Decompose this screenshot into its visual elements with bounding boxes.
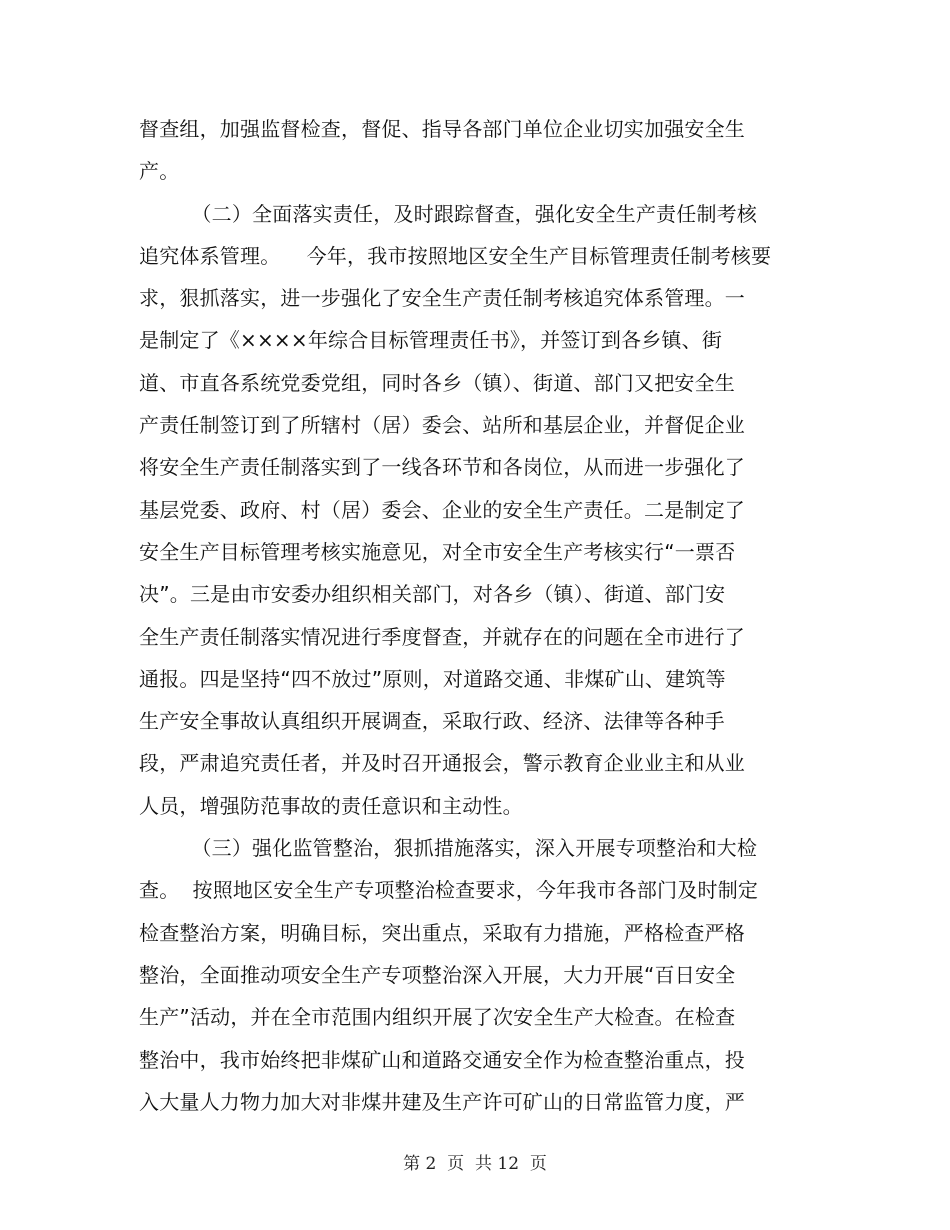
text-line: 人员，增强防范事故的责任意识和主动性。 [139,793,523,818]
text-line: 追究体系管理。 今年，我市按照地区安全生产目标管理责任制考核要 [139,243,772,268]
text-line: 全生产责任制落实情况进行季度督查，并就存在的问题在全市进行了 [139,624,745,649]
text-line: （三）强化监管整治，狠抓措施落实，深入开展专项整治和大检 [139,836,758,861]
text-line: 整治，全面推动项安全生产专项整治深入开展，大力开展“百日安全 [139,962,736,987]
text-line: 安全生产目标管理考核实施意见，对全市安全生产考核实行“一票否 [139,539,736,564]
text-line: 产责任制签订到了所辖村（居）委会、站所和基层企业，并督促企业 [139,413,745,438]
text-line: 入大量人力物力加大对非煤井建及生产许可矿山的日常监管力度，严 [139,1089,745,1114]
text-line: 将安全生产责任制落实到了一线各环节和各岗位，从而进一步强化了 [139,455,745,480]
text-line: 生产”活动，并在全市范围内组织开展了次安全生产大检查。在检查 [139,1005,736,1030]
text-line: 通报。四是坚持“四不放过”原则，对道路交通、非煤矿山、建筑等 [139,666,726,691]
text-line: 是制定了《××××年综合目标管理责任书》，并签订到各乡镇、街 [139,328,723,353]
page-number: 第 2 页 共 12 页 [403,1154,547,1174]
document-body [139,108,779,1123]
text-line: 督查组，加强监督检查，督促、指导各部门单位企业切实加强安全生 [139,117,745,141]
text-line: 生产安全事故认真组织开展调查，采取行政、经济、法律等各种手 [139,709,725,734]
text-line: 整治中，我市始终把非煤矿山和道路交通安全作为检查整治重点，投 [139,1047,745,1072]
text-line: 段，严肃追究责任者，并及时召开通报会，警示教育企业业主和从业 [139,751,745,776]
text-line: 道、市直各系统党委党组，同时各乡（镇）、街道、部门又把安全生 [139,370,735,395]
text-line: 产。 [139,159,180,184]
text-line: （二）全面落实责任，及时跟踪督查，强化安全生产责任制考核 [139,201,758,226]
text-line: 基层党委、政府、村（居）委会、企业的安全生产责任。二是制定了 [139,497,745,522]
text-line: 查。 按照地区安全生产专项整治检查要求，今年我市各部门及时制定 [139,878,759,903]
text-line: 决”。三是由市安委办组织相关部门，对各乡（镇）、街道、部门安 [139,582,726,607]
text-line: 检查整治方案，明确目标，突出重点，采取有力措施，严格检查严格 [139,920,745,945]
text-line: 求，狠抓落实，进一步强化了安全生产责任制考核追究体系管理。一 [139,286,745,311]
